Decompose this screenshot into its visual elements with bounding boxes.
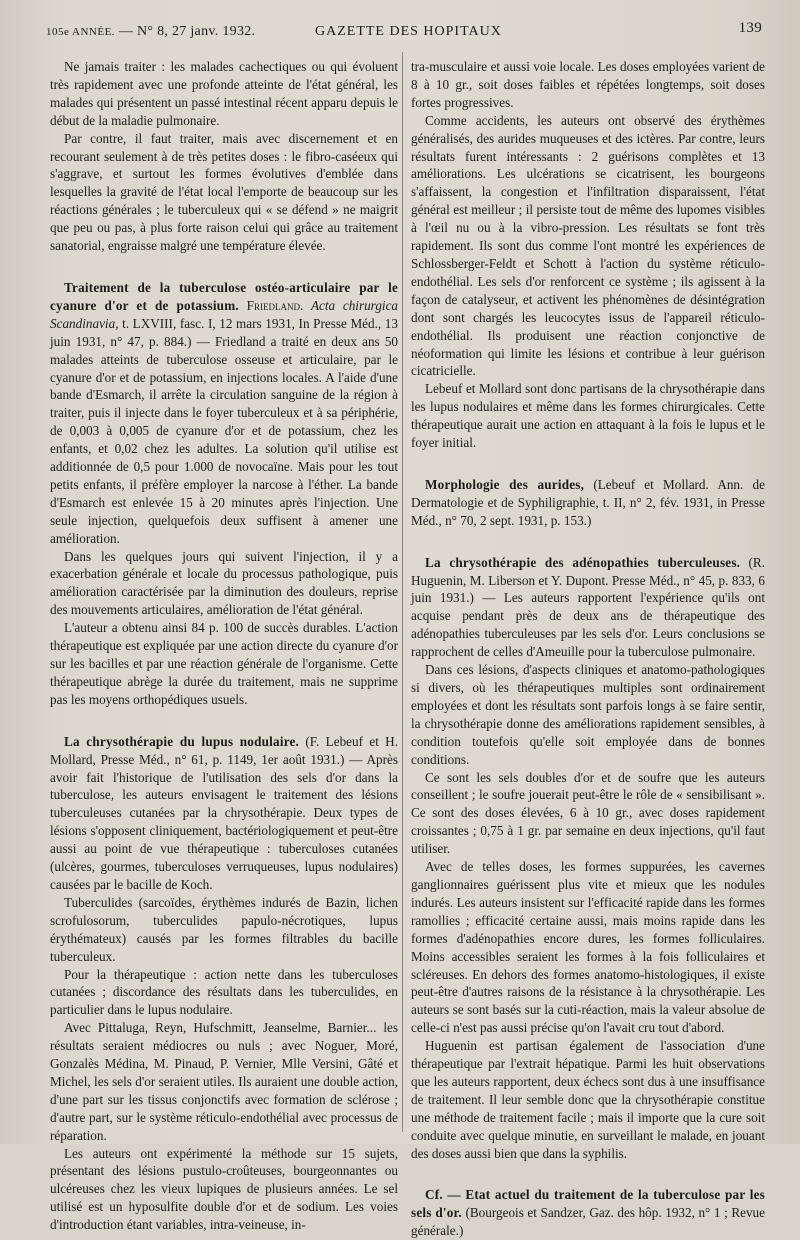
column-divider — [402, 52, 403, 1132]
article-title: La chrysothérapie du lupus nodulaire. — [64, 733, 300, 749]
article-reference: (Bourgeois et Sandzer, Gaz. des hôp. 1932, n° 1 ; Revue générale.) — [411, 1205, 766, 1239]
article-chrysotherapy-lupus — [50, 733, 398, 894]
paragraph: Dans les quelques jours qui suivent l'injection, il y a exacerbation générale et locale du processus pathologique, puis amélioration caractérisée par la diminution des douleurs, reprise des mouvements articulaires, amélioration de l'état général. — [50, 548, 398, 618]
article-treatment-osteo — [50, 279, 398, 548]
page-number: 139 — [738, 20, 762, 36]
paragraph: Lebeuf et Mollard sont donc partisans de la chrysothérapie dans les lupus nodulaires et même dans les formes chirurgicales. Cette thérapeutique aurait une action en attaquant à la fois le lupus et le foyer initial. — [411, 381, 765, 451]
article-title: Cf. — Etat actuel du traitement de la tuberculose par les sels d'or. — [411, 1187, 765, 1221]
article-title: Morphologie des aurides, — [425, 476, 585, 492]
article-reference: (Lebeuf et Mollard. Ann. de Dermatologie et de Syphiligraphie, t. II, n° 2, fév. 1931, in Presse Méd., n° 70, 2 sept. 1931, p. 153.) — [411, 476, 765, 528]
article-journal: Acta chirurgica Scandinavia, — [50, 297, 399, 331]
article-reference: t. LXVIII, fasc. I, 12 mars 1931, In Presse Méd., 13 juin 1931, n° 47, p. 884.) — [50, 315, 398, 349]
issue-number: — N° 8, 27 janv. 1932. — [118, 24, 256, 39]
paragraph: Ne jamais traiter : les malades cachectiques ou qui évoluent très rapidement avec une profonde atteinte de l'état général, les malades qui présentent un passé intestinal récent apparu depuis le début de la maladie pulmonaire. — [50, 59, 398, 128]
paragraph: Avec Pittaluga, Reyn, Hufschmitt, Jeanselme, Barnier... les résultats seraient médiocres ou nuls ; avec Noguer, Moré, Gonzalès Médina, M. Pinaud, P. Vernier, Mlle Versini, Gâté et Michel, les sels d'or seraient utiles. Ils auraient une double action, d'une part sur les tissus conjonctifs avec formation de sclérose ; d'autre part, sur le système réticulo-endothélial avec processus de réparation. — [50, 1020, 398, 1143]
article-reference: (F. Lebeuf et H. Mollard, Presse Méd., n° 61, p. 1149, 1er août 1931.) — [50, 733, 398, 767]
article-body: — Après avoir fait l'historique de l'utilisation des sels d'or dans la tuberculose, les auteurs envisagent le traitement des lésions tuberculeuses cutanées par la chrysothérapie. Deux types de lésions s'opposent cliniquement, bactériologiquement et peut-être aussi au point de vue thérapeutique : tuberculoses cutanées (ulcères, gourmes, tuberculoses verruqueuses, lupus nodulaires) causées par le bacille de Koch. — [50, 751, 398, 892]
paragraph: L'auteur a obtenu ainsi 84 p. 100 de succès durables. L'action thérapeutique est expliquée par une action directe du cyanure d'or sur les bacilles et par une réaction générale de l'organisme. Cette thérapeutique abrège la durée du traitement, mais ne supprime pas les moyens orthopédiques usuels. — [50, 620, 398, 707]
article-chrysotherapy-adenopathies — [411, 554, 765, 661]
article-title: Traitement de la tuberculose ostéo-articulaire par le cyanure d'or et de potassium. — [50, 279, 398, 313]
paragraph: tra-musculaire et aussi voie locale. Les doses employées varient de 8 à 10 gr., soit doses faibles et répétées longtemps, soit doses fortes progressives. — [411, 59, 765, 110]
paragraph: Pour la thérapeutique : action nette dans les tuberculoses cutanées ; discordance des résultats dans les tuberculides, en particulier dans le lupus nodulaire. — [50, 966, 398, 1018]
article-reference: (R. Huguenin, M. Liberson et Y. Dupont. Presse Méd., n° 45, p. 833, 6 juin 1931.) — [411, 554, 765, 606]
paragraph: Comme accidents, les auteurs ont observé des érythèmes généralisés, des aurides muqueuses et des ictères. Par contre, leurs résultats furent intéressants : 2 guérisons complètes et 13 améliorations. Les ulcérations se cicatrisent, les bourgeons s'affaissent, la congestion et l'infiltration disparaissent, l'état général est meilleur ; il persiste tout de même des lupomes visibles à l'œil nu ou à la vibro-pression. Les résultats se font très rapidement. Ils sont dus comme l'ont montré les expériences de Schlossberger-Feldt et Schott à l'action du système réticulo-endothélial. Les sels d'or renforcent ce système ; ils agissent à la façon de catalyseur, et activent les phénomènes de désintégration dont sont chargés les leucocytes issus de l'appareil réticulo-endothélial. Ils produisent une réaction conjonctive de néoformation qui limite les lésions et contribue à leur guérison cicatricielle. — [411, 112, 765, 379]
article-title: La chrysothérapie des adénopathies tuberculeuses. — [425, 554, 741, 570]
article-morphology-aurides — [411, 476, 765, 530]
paragraph: Avec de telles doses, les formes suppurées, les cavernes ganglionnaires guérissent plus vite et mieux que les nodules indurés. Les auteurs insistent sur l'efficacité rapide dans les formes ramollies ; efficacité certaine aussi, mais moins rapide dans les formes d'adénopathies encore dures, les formes folliculaires. Moins accessibles seraient les formes à la fois folliculaires et scléreuses. En dehors des formes anatomo-histologiques, il existe peut-être d'autres raisons de la résistance à la chrysothérapie. Les auteurs se sont basés sur la cuti-réaction, mais la valeur absolue de celle-ci n'est pas aussi précise qu'on l'avait cru tout d'abord. — [411, 859, 765, 1036]
article-body: — Les auteurs rapportent l'expérience qu'ils ont acquise pendant près de deux ans de thérapeutique des adénopathies tuberculeuses par les sels d'or. Leurs conclusions se rapprochent de celles d'Ameuille pour la tuberculose pulmonaire. — [411, 590, 765, 660]
journal-title: GAZETTE DES HOPITAUX — [315, 24, 502, 39]
article-body: — Friedland a traité en deux ans 50 malades atteints de tuberculose osseuse et articulaire, par le cyanure d'or et de potassium, en injections locales. A l'aide d'une bande d'Esmarch, il arrête la circulation sanguine de la région à traiter, puis il injecte dans le foyer tuberculeux et à sa périphérie, de 0,003 à 0,005 de cyanure d'or et de potassium, chez les enfants, et 0,02 chez les adultes. La solution qu'il utilise est additionnée de 0,5 pour 1.000 de novocaïne. Mais pour les tout petits enfants, il préfère employer la narcose à l'éther. La bande d'Esmarch est enlevée 15 à 20 minutes après l'injection. Une seule injection, quelquefois deux suffisent à amener une amélioration. — [50, 333, 399, 546]
paragraph: Les auteurs ont expérimenté la méthode sur 15 sujets, présentant des lésions pustulo-croûteuses, bourgeonnantes ou ulcéreuses chez les vieux lupiques de plusieurs années. Le sel utilisé est un hyposulfite double d'or et de sodium. Les voies d'introduction étant variables, intra-veineuse, in- — [50, 1145, 398, 1233]
paragraph: Ce sont les sels doubles d'or et de soufre que les auteurs conseillent ; le soufre jouerait peut-être le rôle de « sensibilisant ». Ce sont des doses élevées, 6 à 10 gr., avec doses rapidement croissantes ; 0,75 à 1 gr. par semaine en deux injections, qu'il faut utiliser. — [411, 769, 765, 857]
article-cf-reference — [411, 1186, 765, 1240]
paragraph: Dans ces lésions, d'aspects cliniques et anatomo-pathologiques si divers, où les thérapeutiques multiples sont ordinairement employées et dont les résultats sont parfois longs à se faire sentir, la chrysothérapie donne des améliorations rapidement sensibles, à condition toutefois qu'elle soit employée dans de bonnes conditions. — [411, 662, 765, 767]
page-header — [30, 18, 770, 44]
issue-info — [46, 24, 255, 40]
left-column — [50, 58, 399, 1233]
annee-label: 105e ANNÉE. — [46, 26, 116, 38]
article-author: Friedland. — [246, 297, 304, 313]
paragraph: Tuberculides (sarcoïdes, érythèmes indurés de Bazin, lichen scrofulosorum, tuberculides papulo-nécrotiques, lupus érythémateux) causés par les formes filtrables du bacille tuberculeux. — [50, 894, 398, 964]
paragraph: Par contre, il faut traiter, mais avec discernement et en recourant seulement à de très petites doses : le fibro-caséeux qui s'aggrave, et surtout les formes évolutives d'emblée dans lesquelles la gravité de l'état local l'emporte de beaucoup sur les réactions générales ; le tuberculeux qui « se défend » ne maigrit que peu ou pas, à plus forte raison celui qui grâce au traitement sanatorial, engraisse malgré une température élevée. — [50, 130, 398, 254]
paragraph: Huguenin est partisan également de l'association d'une thérapeutique par l'extrait hépatique. Parmi les huit observations que les auteurs rapportent, deux échecs sont dus à une insuffisance de traitement. Il leur semble donc que la chrysothérapie constitue une méthode de traitement facile ; mais il importe que la cure soit conduite avec quelque minutie, en surveillant le malade, en jouant des doses aussi bien que dans la syphilis. — [411, 1038, 765, 1161]
right-column — [411, 58, 766, 1239]
